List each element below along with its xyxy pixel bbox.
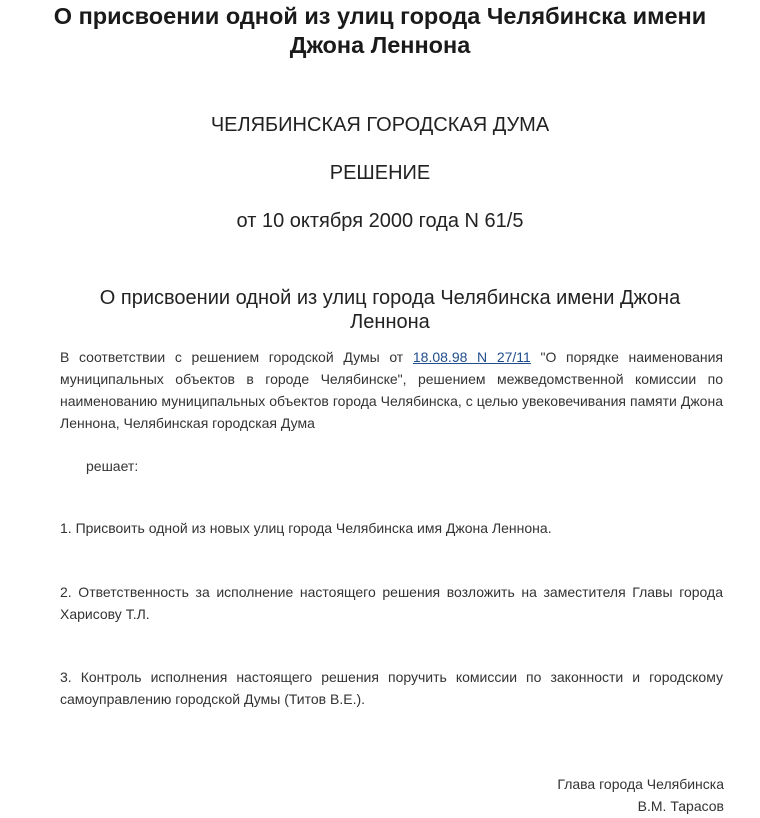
item-1: 1. Присвоить одной из новых улиц города Челябинска имя Джона Леннона. [60,520,552,536]
document-date-number: от 10 октября 2000 года N 61/5 [236,210,524,232]
signature-block [557,773,724,817]
resolves-label: решает: [86,458,139,474]
item-2: 2. Ответственность за исполнение настоящего решения возложить на заместителя Главы города Харисову Т.Л. [60,584,723,622]
preamble-text-end: "О порядке наименования муниципальных объектов в городе Челябинске", решением межведомственной комиссии по наименованию муниципальных объектов города Челябинска, с целью увековечивания памяти Джона Леннона, Челябинская городская Дума [60,349,723,431]
issuer-heading: ЧЕЛЯБИНСКАЯ ГОРОДСКАЯ ДУМА [210,114,550,136]
document-type: РЕШЕНИЕ [329,162,431,184]
signature-name: В.М. Тарасов [637,798,724,814]
page-title: О присвоении одной из улиц города Челябинска имени Джона Леннона [53,3,707,58]
document-title: О присвоении одной из улиц города Челябинска имени Джона Леннона [99,287,681,333]
item-3: 3. Контроль исполнения настоящего решения поручить комиссии по законности и городскому самоуправлению городской Думы (Титов В.Е.). [60,669,723,707]
signature-position: Глава города Челябинска [557,776,724,792]
preamble-paragraph [60,346,723,434]
referenced-decision-link[interactable]: 18.08.98 N 27/11 [412,349,531,365]
preamble-text-start: В соответствии с решением городской Думы от [60,349,413,365]
